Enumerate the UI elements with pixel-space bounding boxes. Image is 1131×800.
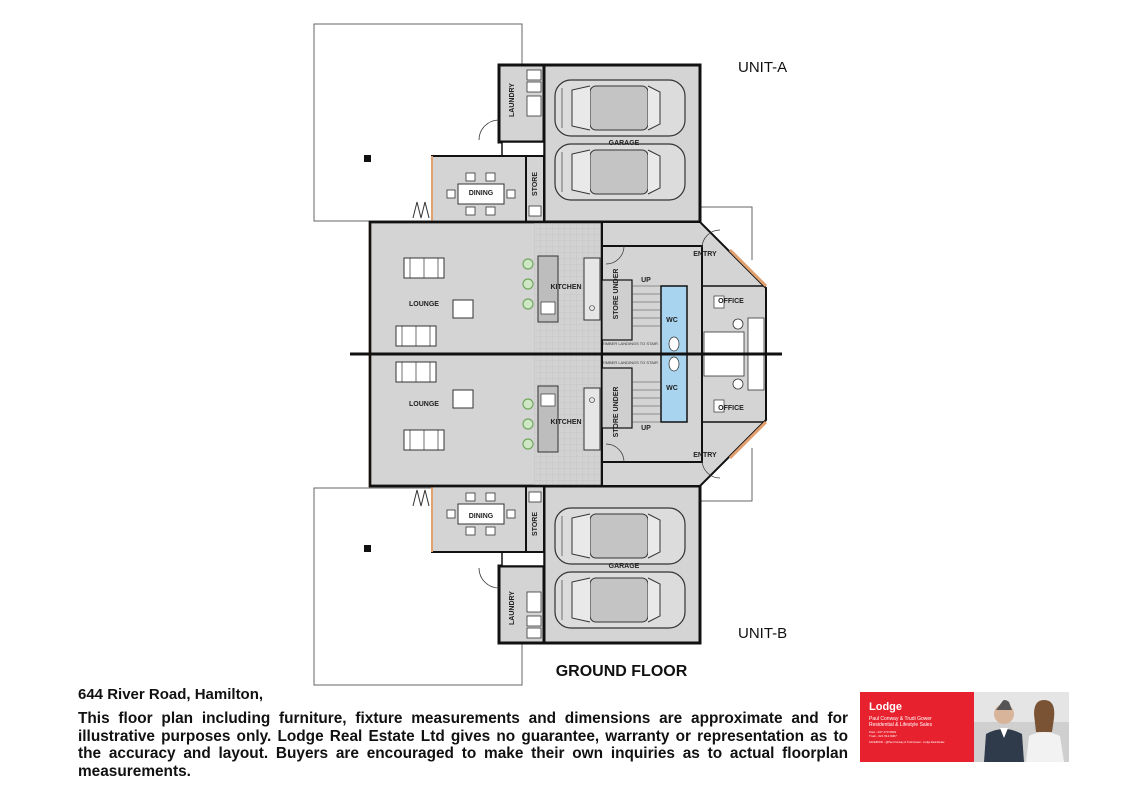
kitchen-label-b: KITCHEN [550,419,582,426]
store-under-label-a: STORE UNDER [613,268,620,320]
entry-label-a: ENTRY [693,251,717,258]
agent-social: FACEBOOK - @Paul Conway & Trudi Gower - Lodge Real Estate [869,741,945,744]
contact-paul: Paul - 027 270 5609 [869,730,897,734]
unit-a-label: UNIT-A [738,59,788,76]
store-label-b: STORE [532,512,539,536]
timber-landings-label-a: TIMBER LANDINGS TO STAIR [602,341,658,346]
timber-landings-label-b: TIMBER LANDINGS TO STAIR [602,360,658,365]
lodge-logo: Lodge [869,701,902,713]
contact-trudi: Trudi - 021 512 6067 [869,734,897,738]
agent-photo [974,692,1069,762]
garage-label-b: GARAGE [608,563,640,570]
store-under-label-b: STORE UNDER [613,386,620,438]
dining-label-b: DINING [468,513,494,520]
dining-label-a: DINING [468,190,494,197]
wc-label-b: WC [666,385,678,392]
office-label-a: OFFICE [718,298,744,305]
lounge-label-a: LOUNGE [409,301,439,308]
up-label-b: UP [641,425,651,432]
lounge-label-b: LOUNGE [409,401,439,408]
agent-tagline: Residential & Lifestyle Sales [869,722,933,728]
up-label-a: UP [641,277,651,284]
agent-names-text: Paul Conway & Trudi Gower [869,716,932,722]
agent-contacts [869,730,897,738]
laundry-label-a: LAUNDRY [509,83,516,117]
garage-label-a: GARAGE [608,140,640,147]
laundry-label-b: LAUNDRY [509,591,516,625]
unit-b-label: UNIT-B [738,625,788,642]
disclaimer-text: This floor plan including furniture, fixture measurements and dimensions are approximate and for illustrative purposes only. Lodge Real Estate Ltd gives no guarantee, warranty or representation as to the accuracy and layout. Buyers are encouraged to make their own inquiries as to actual floorplan measurements. [78,710,848,780]
floor-plan-title: GROUND FLOOR [555,663,688,680]
agent-names [869,716,932,728]
office-label-b: OFFICE [718,405,744,412]
wc-label-a: WC [666,317,678,324]
property-address: 644 River Road, Hamilton, [78,686,264,703]
store-label-a: STORE [532,172,539,196]
entry-label-b: ENTRY [693,452,717,459]
kitchen-label-a: KITCHEN [550,284,582,291]
agent-banner [860,692,1069,762]
